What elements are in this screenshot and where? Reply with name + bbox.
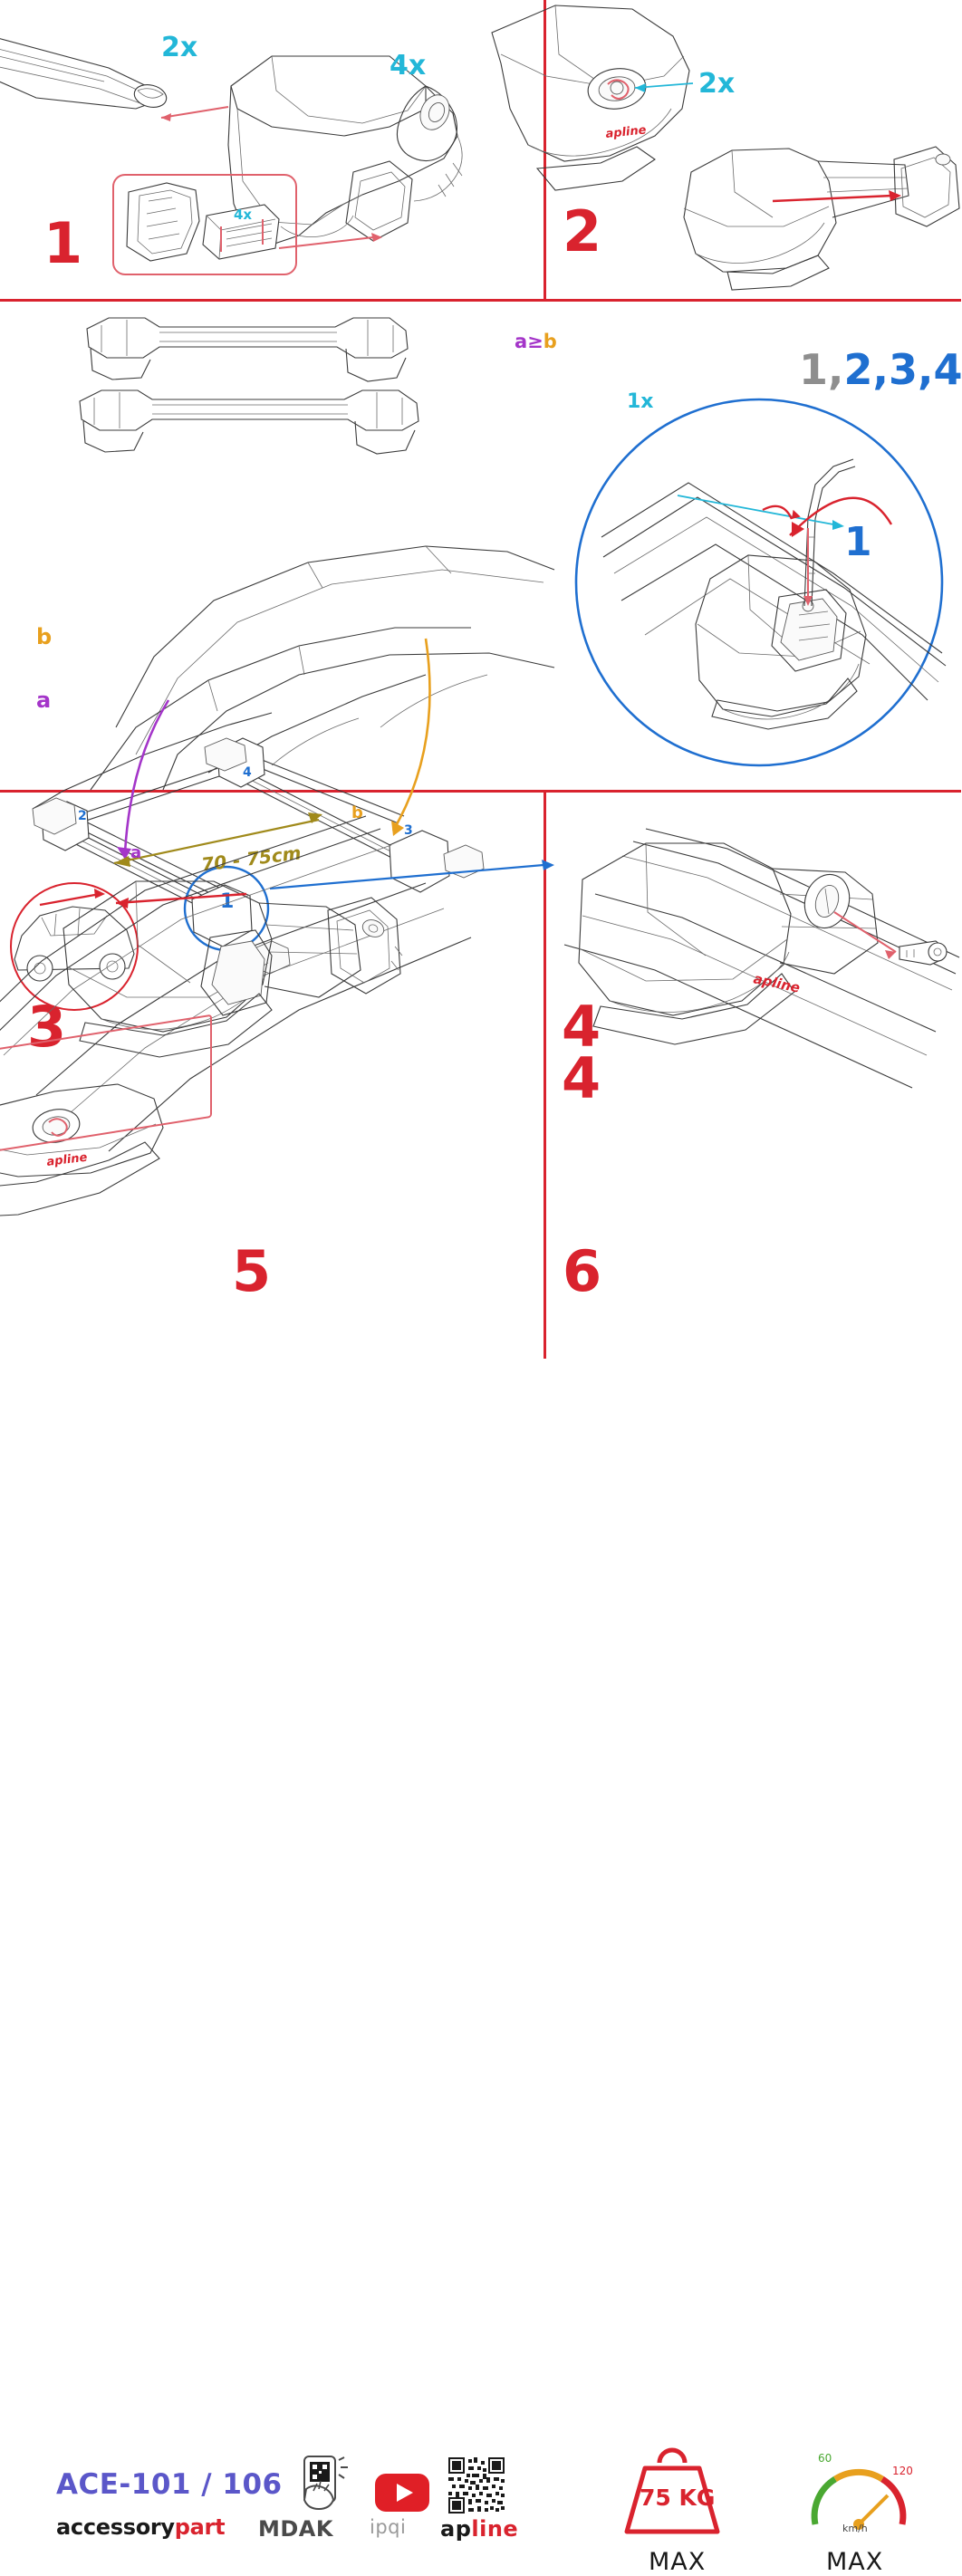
foot-body-detail [696,555,866,729]
svg-text:apline: apline [604,123,648,141]
label-position-a: a [130,843,142,862]
step-number-4: 4 [562,994,601,1060]
crossbar-a-drawing [80,390,418,454]
svg-text:apline: apline [752,970,802,996]
youtube-play-icon[interactable] [374,2473,430,2513]
arrow-key-insert [834,912,896,952]
step-number-6: 6 [563,1238,601,1304]
partner-ipqi: ipqi [370,2516,407,2538]
label-bar-a: a [36,687,52,713]
corner-number-4: 4 [243,765,252,780]
step-1-panel [0,0,544,299]
arrow-endcap [161,107,228,118]
step-number-1: 1 [43,210,82,276]
model-code: ACE-101 / 106 [56,2468,283,2501]
gauge-max-label: 120 [892,2465,913,2477]
weight-value: 75 KG [640,2485,716,2511]
corner-number-1: 1 [220,890,235,913]
label-bar-b: b [36,624,53,649]
step-3-panel [0,302,562,1060]
footer [0,1227,961,2576]
corner-number-3: 3 [404,823,413,838]
crossbar-profile-drawing [0,36,168,111]
qty-4x-foot: 4x [390,50,427,82]
step-number-4-visible: 4 [562,1045,601,1111]
brand-logo [56,2514,225,2540]
partner-apline-line: line [471,2516,519,2542]
step-3-illustration [0,302,562,790]
qty-2x-endcap: 2x [161,32,198,63]
step-number-3: 3 [27,994,66,1060]
qty-4x-rubber-pad: 4x [234,207,253,223]
label-position-b: b [351,803,363,822]
speed-unit: km/h [842,2523,868,2534]
key-drawing [899,941,947,965]
weight-max-label: MAX [649,2548,707,2576]
car-roof-drawing [91,546,554,790]
tighten-sequence: 1,2,3,4 [799,345,962,394]
step-2-panel [546,0,961,299]
step-number-2: 2 [563,198,601,264]
gauge-min-label: 60 [818,2452,832,2465]
dimension-spacing: 70 - 75cm [199,841,303,876]
qr-code-icon[interactable] [448,2457,505,2514]
arrow-rubber-pad [272,216,399,279]
brand-accessory: accessory [56,2514,175,2540]
bar-into-foot-drawing [684,147,959,290]
qty-2x-lock: 2x [698,68,736,100]
qty-1x-tool: 1x [627,390,654,413]
arrow-slide-step5 [116,894,246,903]
step-2-illustration [546,0,961,299]
corner-number-2: 2 [78,809,87,823]
foot-step6 [579,843,878,1044]
zoom-circle-step4 [576,399,942,765]
brand-part: part [174,2514,226,2540]
crossbar-b-drawing [87,318,408,381]
rubber-pad-inset-illustration [112,174,293,272]
partner-apline [440,2516,518,2542]
svg-text:apline: apline [45,1150,89,1169]
torque-step-1: 1 [844,519,872,565]
speed-max-label: MAX [826,2548,884,2576]
partner-apline-ap: ap [440,2516,472,2542]
arrow-tighten-rotation [790,498,891,535]
phone-scan-qr-icon[interactable] [292,2455,361,2513]
condition-a-ge-b: a≥b [515,331,557,352]
partner-mdak: MDAK [258,2516,333,2542]
step-number-5: 5 [232,1238,271,1304]
roof-rail-detail [601,483,946,700]
